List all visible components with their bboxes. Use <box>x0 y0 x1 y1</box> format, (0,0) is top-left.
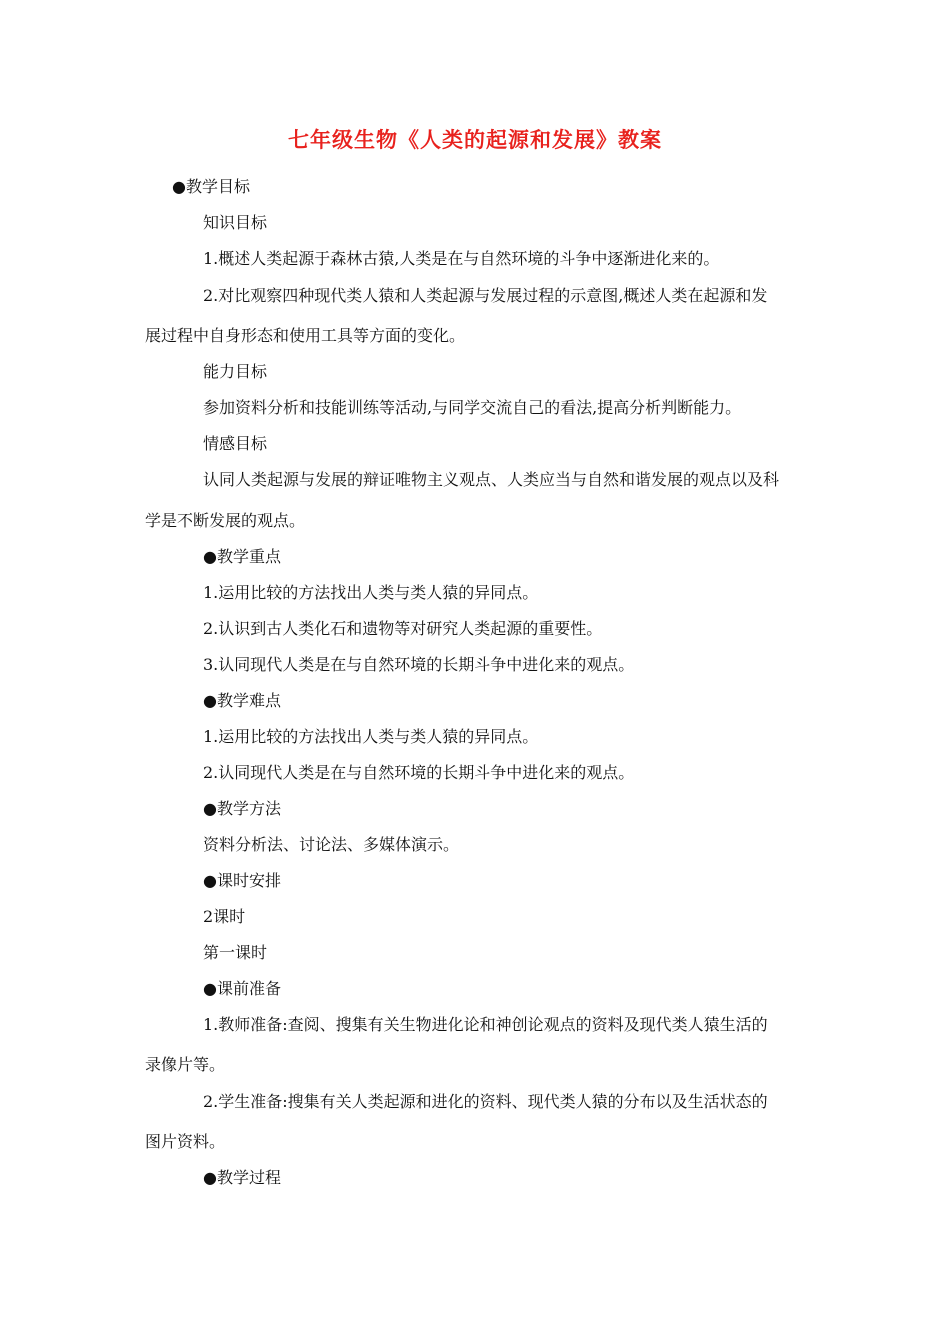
list-item: 1.运用比较的方法找出人类与类人猿的异同点。 <box>203 727 539 746</box>
section-heading-methods: ●教学方法 <box>203 799 281 818</box>
paragraph-line: 1.概述人类起源于森林古猿,人类是在与自然环境的斗争中逐渐进化来的。 <box>203 249 720 268</box>
subheading-emotion: 情感目标 <box>203 434 268 453</box>
paragraph-line: 认同人类起源与发展的辩证唯物主义观点、人类应当与自然和谐发展的观点以及科 <box>203 470 780 489</box>
paragraph-line: 2.对比观察四种现代类人猿和人类起源与发展过程的示意图,概述人类在起源和发 <box>203 286 768 305</box>
paragraph-line: 展过程中自身形态和使用工具等方面的变化。 <box>145 326 466 345</box>
section-heading-process: ●教学过程 <box>203 1168 281 1187</box>
section-heading-schedule: ●课时安排 <box>203 871 281 890</box>
paragraph-line: 录像片等。 <box>145 1055 226 1074</box>
list-item: 1.运用比较的方法找出人类与类人猿的异同点。 <box>203 583 539 602</box>
list-item: 2.认识到古人类化石和遗物等对研究人类起源的重要性。 <box>203 619 603 638</box>
paragraph-line: 图片资料。 <box>145 1132 226 1151</box>
list-item: 2.认同现代人类是在与自然环境的长期斗争中进化来的观点。 <box>203 763 635 782</box>
paragraph-line: 第一课时 <box>203 943 268 962</box>
paragraph-line: 参加资料分析和技能训练等活动,与同学交流自己的看法,提高分析判断能力。 <box>203 398 742 417</box>
paragraph-line: 资料分析法、讨论法、多媒体演示。 <box>203 835 460 854</box>
subheading-knowledge: 知识目标 <box>203 213 268 232</box>
section-heading-key-points: ●教学重点 <box>203 547 281 566</box>
section-heading-preparation: ●课前准备 <box>203 979 281 998</box>
section-heading-difficulties: ●教学难点 <box>203 691 281 710</box>
paragraph-line: 2课时 <box>203 907 246 926</box>
document-title: 七年级生物《人类的起源和发展》教案 <box>288 128 662 152</box>
paragraph-line: 学是不断发展的观点。 <box>145 511 306 530</box>
section-heading-goals: ●教学目标 <box>172 177 250 196</box>
paragraph-line: 2.学生准备:搜集有关人类起源和进化的资料、现代类人猿的分布以及生活状态的 <box>203 1092 768 1111</box>
subheading-ability: 能力目标 <box>203 362 268 381</box>
paragraph-line: 1.教师准备:查阅、搜集有关生物进化论和神创论观点的资料及现代类人猿生活的 <box>203 1015 768 1034</box>
list-item: 3.认同现代人类是在与自然环境的长期斗争中进化来的观点。 <box>203 655 635 674</box>
